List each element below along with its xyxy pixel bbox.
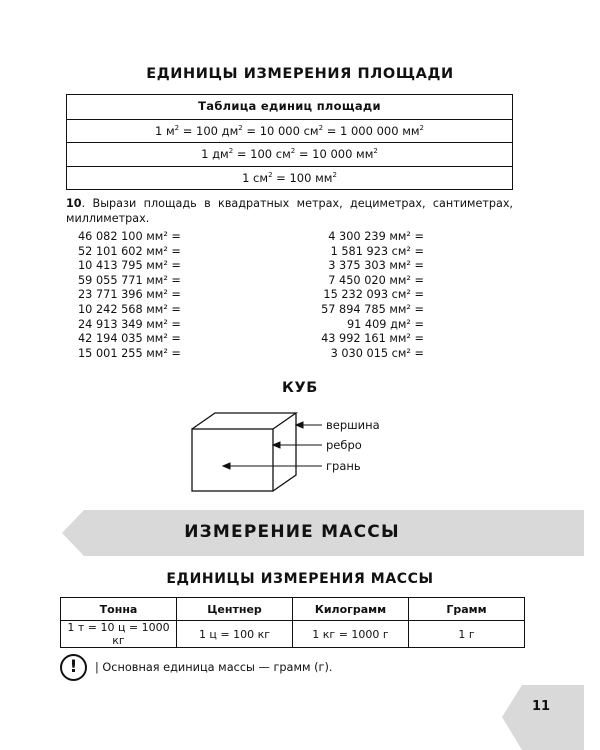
task-item: 59 055 771 мм² = bbox=[78, 273, 181, 287]
label-vertex: вершина bbox=[326, 418, 380, 432]
task-item: 46 082 100 мм² = bbox=[78, 230, 181, 243]
table-row bbox=[61, 621, 525, 648]
task-item: 3 375 303 мм² = bbox=[328, 259, 424, 273]
cube-title: КУБ bbox=[282, 380, 318, 396]
task-item: 4 300 239 мм² = bbox=[328, 230, 424, 243]
task-item: 43 992 161 мм² = bbox=[321, 332, 424, 346]
area-row-dm2: 1 $дм^2 = 100$ $см^2 = 10$ 000 $мм^2$ bbox=[67, 142, 512, 166]
task-item: 91 409 дм² = bbox=[346, 317, 424, 331]
area-table-header: Таблица единиц площади bbox=[198, 99, 381, 113]
value-gram: 1 г bbox=[409, 621, 525, 648]
area-section-title: ЕДИНИЦЫ ИЗМЕРЕНИЯ ПЛОЩАДИ bbox=[146, 66, 454, 82]
task-item: 42 194 035 мм² = bbox=[78, 332, 181, 346]
page-number: 11 bbox=[532, 699, 551, 714]
header-kilogram: Килограмм bbox=[293, 598, 409, 621]
task-number: 10 bbox=[66, 197, 82, 210]
task-item: 52 101 602 мм² = bbox=[78, 244, 181, 258]
task-instruction: . Вырази площадь в квадратных метрах, дециметрах, сантиметрах, миллиметрах. bbox=[66, 197, 513, 225]
header-gram: Грамм bbox=[409, 598, 525, 621]
task-item: 57 894 785 мм² = bbox=[321, 302, 424, 316]
task-item: 23 771 396 мм² = bbox=[78, 288, 181, 302]
task-item: 24 913 349 мм² = bbox=[78, 317, 181, 331]
header-tonne: Тонна bbox=[61, 598, 177, 621]
task-item: 15 232 093 см² = bbox=[323, 288, 424, 302]
banner-title: ИЗМЕРЕНИЕ МАССЫ bbox=[184, 522, 400, 542]
task-item: 1 581 923 см² = bbox=[330, 244, 424, 258]
task-item: 7 450 020 мм² = bbox=[328, 273, 424, 287]
table-row bbox=[61, 598, 525, 621]
header-centner: Центнер bbox=[177, 598, 293, 621]
task-left-column bbox=[78, 230, 218, 361]
task-item: 3 030 015 см² = bbox=[330, 346, 424, 360]
area-units-table bbox=[66, 94, 513, 190]
mass-units-table bbox=[60, 597, 525, 648]
area-row-cm2: 1 $см^2 = 100$ $мм^2$ bbox=[67, 166, 512, 190]
mass-section-title: ЕДИНИЦЫ ИЗМЕРЕНИЯ МАССЫ bbox=[166, 571, 434, 587]
label-face: грань bbox=[326, 459, 361, 473]
page-number-tab bbox=[502, 685, 600, 750]
value-centner: 1 ц = 100 кг bbox=[177, 621, 293, 648]
label-edge: ребро bbox=[326, 438, 362, 452]
exclamation-icon: ! bbox=[60, 654, 87, 681]
note-text: | Основная единица массы — грамм (г). bbox=[95, 661, 333, 674]
area-row-m2: 1 $м^2 = 100$ $дм^2 = 10$ 000 $см^2 = 1$ 000 000 $мм^2$ bbox=[67, 119, 512, 143]
task-right-column bbox=[300, 230, 424, 361]
value-tonne: 1 т = 10 ц = 1000 кг bbox=[61, 621, 177, 648]
task-item: 10 413 795 мм² = bbox=[78, 259, 181, 273]
task-10-text bbox=[66, 196, 513, 226]
cube-pointers bbox=[0, 405, 330, 495]
value-kilogram: 1 кг = 1000 г bbox=[293, 621, 409, 648]
task-item: 15 001 255 мм² = bbox=[78, 346, 181, 360]
task-item: 10 242 568 мм² = bbox=[78, 302, 181, 316]
